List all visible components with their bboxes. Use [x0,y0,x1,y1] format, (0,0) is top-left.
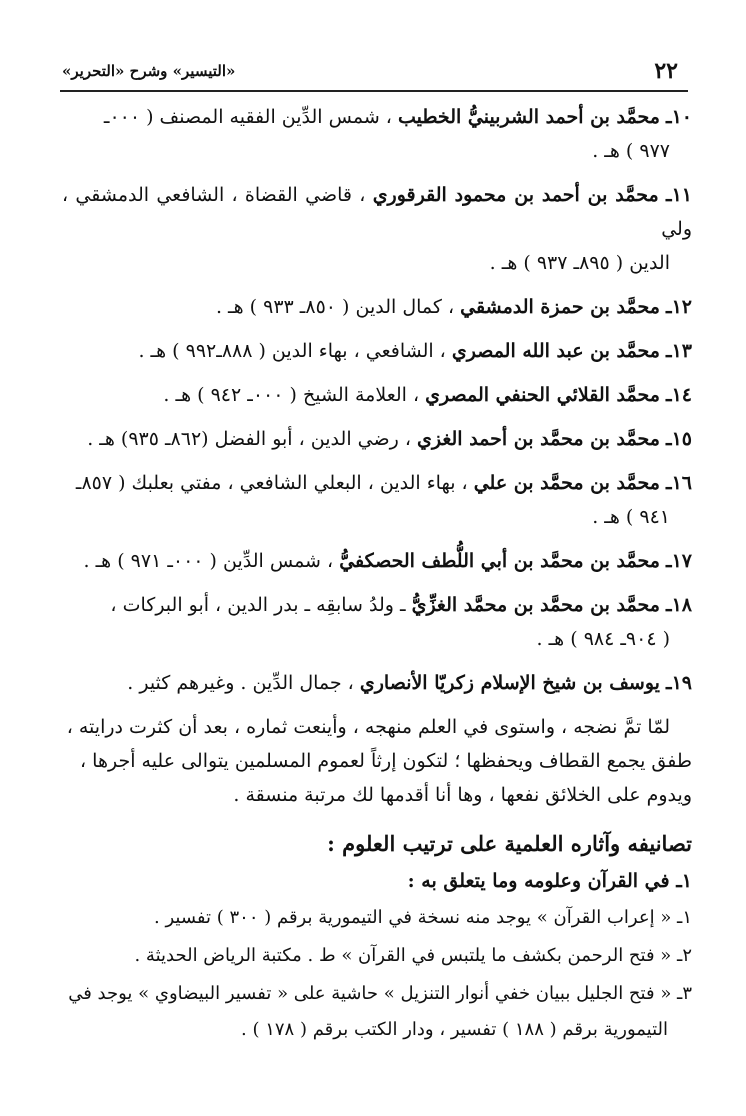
student-name: محمَّد بن محمَّد بن أحمد الغزي [417,428,660,450]
student-entry [62,666,692,700]
entry-text: ـ ولدُ سابقِه ـ بدر الدين ، أبو البركات ، [110,594,406,616]
entry-continuation: الدين ( ٨٩٥ـ ٩٣٧ ) هـ . [489,252,670,274]
page-body [62,100,692,1048]
entry-number: ١٢ـ [666,296,692,318]
student-name: محمَّد بن محمَّد بن محمَّد الغزِّيُّ [411,594,660,616]
work-line: ٣ـ « فتح الجليل ببيان خفي أنوار التنزيل » حاشية على « تفسير البيضاوي » يوجد في [68,983,692,1004]
body-paragraph [62,710,692,812]
student-entry [62,378,692,412]
entry-number: ١١ـ [666,184,692,206]
student-name: محمَّد بن محمَّد بن أبي اللُّطف الحصكفيُّ [339,550,660,572]
paragraph-line: طفق يجمع القطاف ويحفظها ؛ لتكون إرثاً لعموم المسلمين يتوالى عليه أجرها ، [79,750,692,772]
entry-text: ، جمال الدِّين . وغيرهم كثير . [127,672,354,694]
page-number: ٢٢ [654,58,678,84]
entry-text: ، قاضي القضاة ، الشافعي الدمشقي ، ولي [62,184,692,240]
work-item [62,938,692,974]
entry-number: ١٧ـ [666,550,692,572]
student-entry [62,422,692,456]
student-name: محمَّد بن أحمد بن محمود القرقوري [372,184,659,206]
entry-text: ، رضي الدين ، أبو الفضل (٨٦٢ـ ٩٣٥) هـ . [87,428,411,450]
entry-number: ١٥ـ [666,428,692,450]
entry-number: ١٦ـ [666,472,692,494]
section-heading: تصانيفه وآثاره العلمية على ترتيب العلوم : [327,831,692,856]
entry-number: ١٨ـ [666,594,692,616]
entry-number: ١٣ـ [666,340,692,362]
page-header [62,58,686,88]
student-name: محمَّد بن عبد الله المصري [451,340,660,362]
work-item [62,976,692,1048]
entry-text: ، شمس الدِّين الفقيه المصنف ( ٠٠٠ـ [103,106,392,128]
entry-text: ، الشافعي ، بهاء الدين ( ٨٨٨ـ٩٩٢ ) هـ . [138,340,446,362]
entry-text: ، كمال الدين ( ٨٥٠ـ ٩٣٣ ) هـ . [215,296,455,318]
work-continuation: التيمورية برقم ( ١٨٨ ) تفسير ، ودار الكتب برقم ( ١٧٨ ) . [241,1019,668,1040]
student-entry [62,466,692,534]
running-title: «التيسير» وشرح «التحرير» [62,62,236,80]
entry-continuation: ( ٩٠٤ـ ٩٨٤ ) هـ . [536,628,670,650]
work-line: ١ـ « إعراب القرآن » يوجد منه نسخة في التيمورية برقم ( ٣٠٠ ) تفسير . [154,907,692,928]
student-entry [62,544,692,578]
entry-text: ، العلامة الشيخ ( ٠٠٠ـ ٩٤٢ ) هـ . [163,384,420,406]
entry-number: ١٩ـ [666,672,692,694]
student-name: محمَّد بن محمَّد بن علي [473,472,660,494]
student-name: محمَّد بن حمزة الدمشقي [460,296,660,318]
entry-number: ١٠ـ [666,106,692,128]
student-entry [62,290,692,324]
student-name: محمَّد بن أحمد الشربينيُّ الخطيب [397,106,660,128]
paragraph-line: لمّا تمَّ نضجه ، واستوى في العلم منهجه ، وأينعت ثماره ، بعد أن كثرت درايته ، [66,716,670,738]
student-name: محمَّد القلائي الحنفي المصري [425,384,660,406]
paragraph-line: ويدوم على الخلائق نفعها ، وها أنا أقدمها لك مرتبة منسقة . [233,784,692,806]
subsection-heading: ١ـ في القرآن وعلومه وما يتعلق به : [407,870,692,892]
student-entry [62,178,692,280]
work-line: ٢ـ « فتح الرحمن بكشف ما يلتبس في القرآن » ط . مكتبة الرياض الحديثة . [134,945,692,966]
work-item [62,900,692,936]
student-name: يوسف بن شيخ الإسلام زكريّا الأنصاري [359,672,660,694]
entry-continuation: ٩٤١ ) هـ . [592,506,670,528]
header-divider [60,90,688,92]
entry-continuation: ٩٧٧ ) هـ . [592,140,670,162]
entry-text: ، شمس الدِّين ( ٠٠٠ـ ٩٧١ ) هـ . [83,550,334,572]
entry-number: ١٤ـ [666,384,692,406]
student-entry [62,100,692,168]
student-entry [62,588,692,656]
entry-text: ، بهاء الدين ، البعلي الشافعي ، مفتي بعلبك ( ٨٥٧ـ [75,472,468,494]
student-entry [62,334,692,368]
